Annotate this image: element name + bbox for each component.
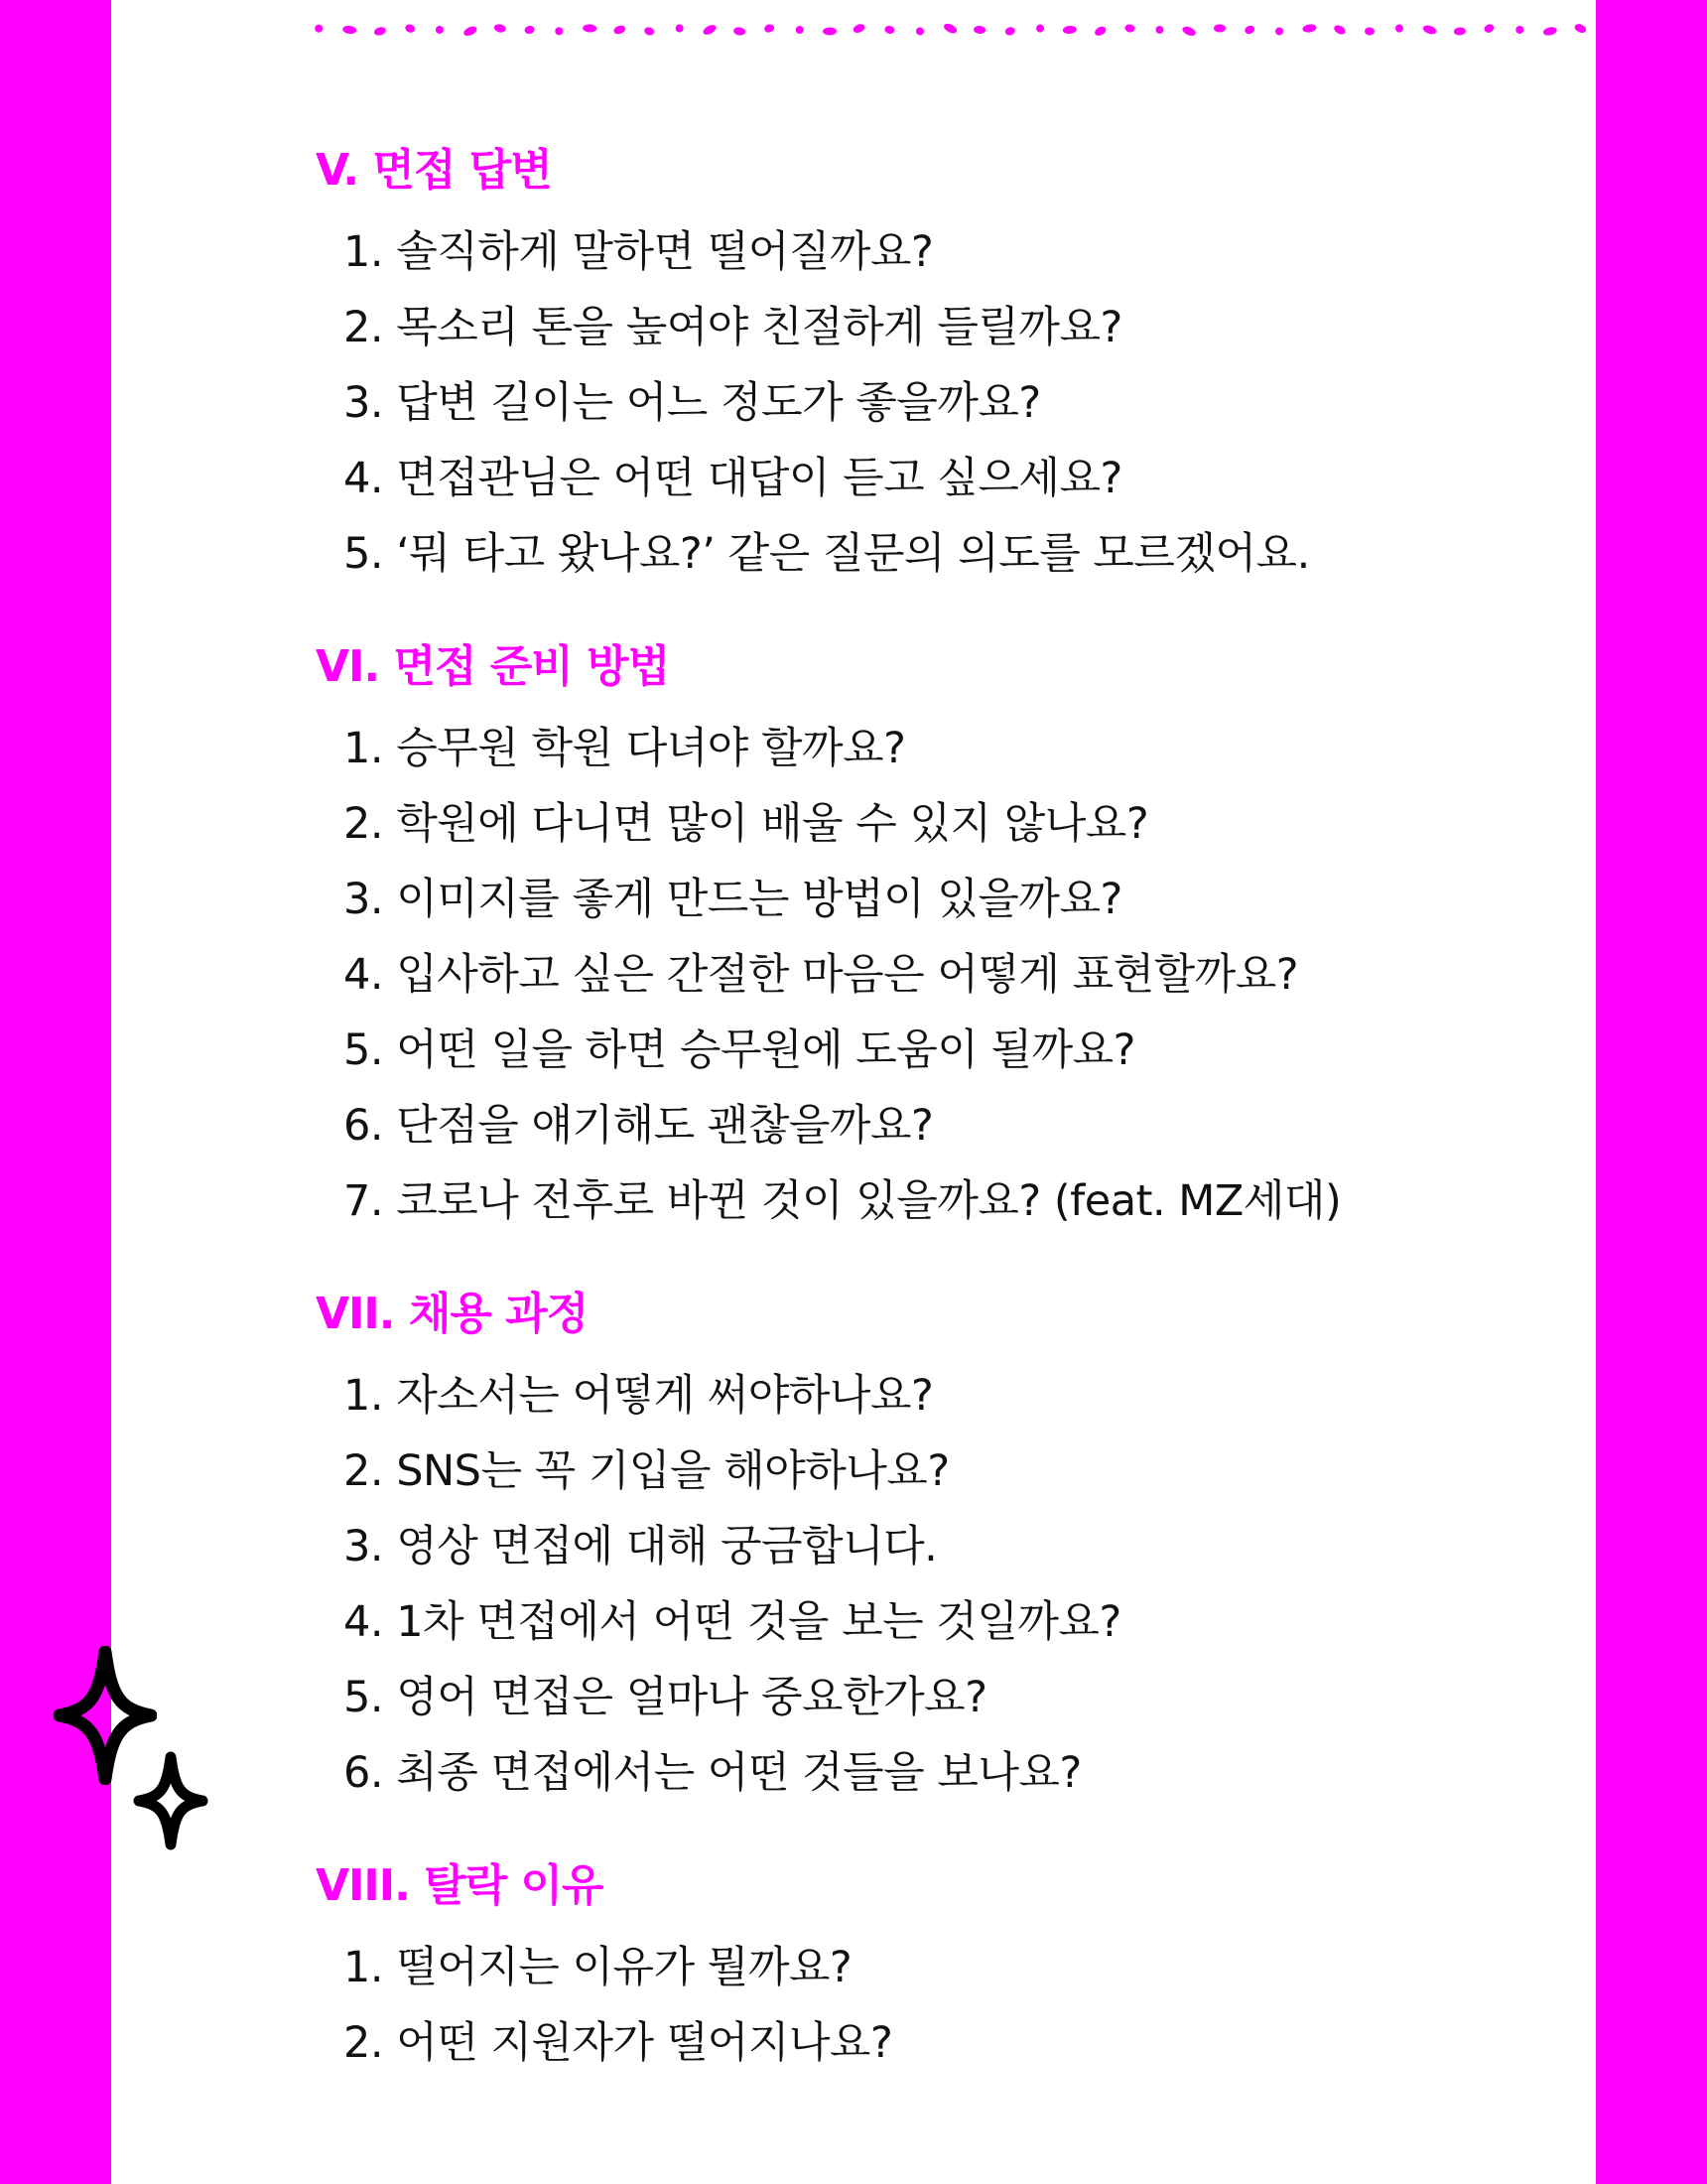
border-dot (1454, 27, 1467, 36)
border-dot (884, 25, 896, 35)
toc-section-6 (316, 635, 1606, 1239)
border-dot (436, 26, 444, 34)
border-dot (1483, 23, 1496, 35)
border-dot (462, 25, 478, 38)
list-item: 2. SNS는 꼭 기입을 해야하나요? (343, 1446, 950, 1496)
table-of-contents (316, 139, 1606, 2124)
sparkle-icon-small (133, 1751, 208, 1850)
border-dot (493, 23, 506, 33)
border-dot (1542, 26, 1557, 37)
border-dot (702, 23, 718, 37)
border-dot (1155, 25, 1165, 35)
border-dot (583, 24, 596, 33)
border-dot (404, 23, 416, 34)
border-dot (974, 26, 986, 35)
list-item: 6. 최종 면접에서는 어떤 것들을 보나요? (343, 1748, 1082, 1798)
list-item: 1. 승무원 학원 다녀야 할까요? (343, 724, 906, 773)
list-item: 5. 영어 면접은 얼마나 중요한가요? (343, 1673, 987, 1722)
border-dot (915, 27, 924, 36)
border-dot (1062, 25, 1077, 34)
border-dot (943, 22, 959, 35)
border-dot (1605, 26, 1615, 34)
toc-section-7 (316, 1283, 1606, 1811)
section-title: V. 면접 답변 (316, 145, 552, 196)
border-dot (314, 23, 325, 34)
list-item: 1. 솔직하게 말하면 떨어질까요? (343, 227, 934, 277)
list-item: 5. ‘뭐 타고 왔나요?’ 같은 질문의 의도를 모르겠어요. (343, 529, 1310, 579)
border-dot (612, 24, 626, 36)
border-dot (763, 23, 775, 33)
list-item: 3. 답변 길이는 어느 정도가 좋을까요? (343, 378, 1041, 428)
section-items (316, 214, 1606, 592)
list-item: 2. 어떤 지원자가 떨어지나요? (343, 2018, 893, 2068)
border-dot (1244, 24, 1255, 35)
section-title: VIII. 탈락 이유 (316, 1860, 603, 1911)
border-dot (1515, 25, 1524, 34)
section-title: VII. 채용 과정 (316, 1289, 589, 1339)
border-dot (1422, 24, 1438, 36)
section-items (316, 1358, 1606, 1811)
border-dot (342, 25, 357, 35)
border-dot (1274, 27, 1284, 37)
list-item: 7. 코로나 전후로 바뀐 것이 있을까요? (feat. MZ세대) (343, 1176, 1342, 1226)
section-title: VI. 면접 준비 방법 (316, 641, 670, 692)
dotted-border-decoration (310, 18, 1620, 42)
list-item: 4. 면접관님은 어떤 대답이 듣고 싶으세요? (343, 454, 1122, 503)
list-item: 2. 목소리 톤을 높여야 친절하게 들릴까요? (343, 303, 1122, 352)
list-item: 1. 떨어지는 이유가 뭘까요? (343, 1943, 853, 1992)
border-dot (524, 25, 535, 35)
border-dot (1094, 25, 1108, 38)
border-dot (1302, 23, 1317, 33)
toc-section-8 (316, 1854, 1606, 2081)
border-dot (1035, 24, 1045, 34)
border-dot (554, 26, 565, 37)
toc-section-5 (316, 139, 1606, 592)
border-dot (373, 26, 387, 37)
list-item: 1. 자소서는 어떻게 써야하나요? (343, 1371, 934, 1421)
border-dot (733, 27, 746, 37)
list-item: 6. 단점을 얘기해도 괜찮을까요? (343, 1101, 934, 1151)
page-paper (111, 0, 1596, 2184)
border-dot (1214, 25, 1226, 33)
list-item: 2. 학원에 다니면 많이 배울 수 있지 않나요? (343, 799, 1149, 849)
border-dot (1333, 24, 1347, 37)
border-dot (823, 27, 837, 35)
section-items (316, 1930, 1606, 2081)
border-dot (1394, 24, 1404, 34)
border-dot (794, 25, 804, 35)
section-items (316, 711, 1606, 1239)
border-dot (643, 26, 655, 37)
list-item: 3. 이미지를 좋게 만드는 방법이 있을까요? (343, 875, 1122, 924)
list-item: 4. 1차 면접에서 어떤 것을 보는 것일까요? (343, 1597, 1121, 1647)
border-dot (675, 24, 684, 33)
border-dot (852, 23, 865, 35)
border-dot (1573, 23, 1587, 35)
list-item: 3. 영상 면접에 대해 궁금합니다. (343, 1522, 938, 1571)
list-item: 4. 입사하고 싶은 간절한 마음은 어떻게 표현할까요? (343, 950, 1299, 1000)
border-dot (1124, 24, 1135, 33)
border-dot (1181, 25, 1197, 38)
border-dot (1004, 26, 1016, 37)
list-item: 5. 어떤 일을 하면 승무원에 도움이 될까요? (343, 1025, 1135, 1075)
border-dot (1365, 27, 1376, 36)
